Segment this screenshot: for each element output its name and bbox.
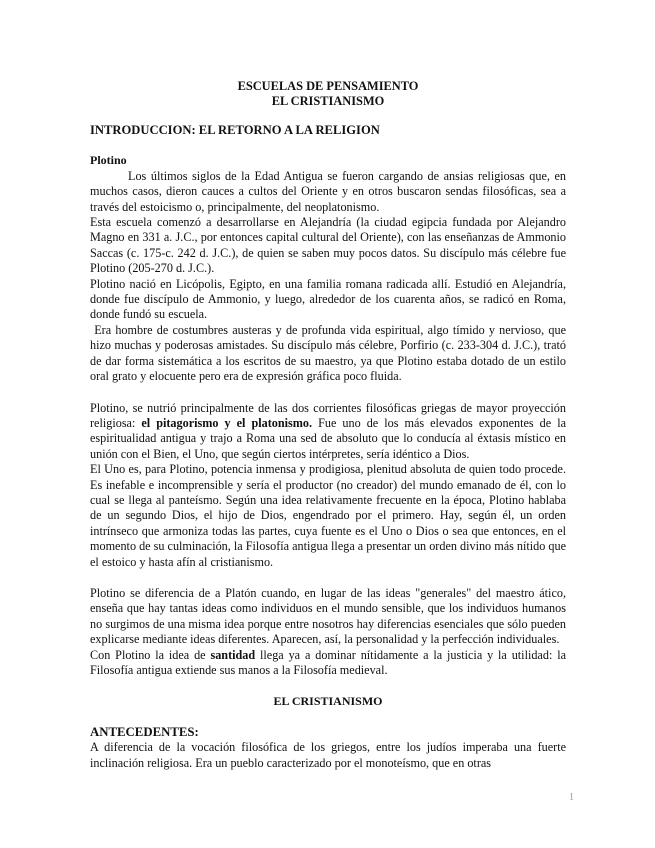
paragraph-4: Era hombre de costumbres austeras y de profunda vida espiritual, algo tímido y nervioso, que hizo muchas y poderosas amistades. Su discípulo más célebre, Porfirio (c. 233-304 d. J.C.), trató de dar forma sistemática a los escritos de su maestro, ya que Plotino estaba dotado de un estilo oral grato y elocuente pero era de expresión gráfica poco fluida. <box>90 322 570 384</box>
paragraph-5-bold: el pitagorismo y el platonismo. <box>141 415 313 430</box>
spacer <box>90 678 566 694</box>
spacer <box>90 570 566 586</box>
cristianismo-heading: EL CRISTIANISMO <box>273 694 383 709</box>
spacer <box>90 108 566 123</box>
paragraph-7: Plotino se diferencia de a Platón cuando, en lugar de las ideas "generales" del maestro ático, enseña que hay tantas ideas como individuos en el mundo sensible, que los individuos humanos no surgimos de una misma idea porque entre nosotros hay diferencias esenciales que sólo pueden explicarse mediante ideas diferentes. Aparecen, así, la personalidad y la perfección individuales. <box>90 585 566 647</box>
paragraph-8-text-b: llega ya a dominar nítidamente a la justicia y la utilidad: la Filosofía antigua extiende sus manos a la Filosofía medieval. <box>90 647 566 677</box>
intro-heading: INTRODUCCION: EL RETORNO A LA RELIGION <box>90 123 380 137</box>
paragraph-5 <box>90 401 566 463</box>
paragraph-2: Esta escuela comenzó a desarrollarse en Alejandría (la ciudad egipcia fundada por Alejandro Magno en 331 a. J.C., por entonces capital cultural del Oriente), con las enseñanzas de Ammonio Saccas (c. 175-c. 242 d. J.C.), de quien se saben muy pocos datos. Su discípulo más célebre fue Plotino (205-270 d. J.C.). <box>90 215 566 276</box>
spacer <box>90 710 566 725</box>
paragraph-8-bold: santidad <box>210 647 256 662</box>
page-number: 1 <box>569 792 574 803</box>
document-subtitle: EL CRISTIANISMO <box>271 93 385 108</box>
paragraph-8-text-a: Con Plotino la idea de <box>90 647 211 662</box>
document-body <box>90 79 570 771</box>
document-title: ESCUELAS DE PENSAMIENTO <box>237 79 419 93</box>
paragraph-5-text-b: Fue uno de los más elevados exponentes de la espiritualidad antigua y trajo a Roma una sed de absoluto que lo conducía al éxtasis místico en unión con el Bien, el Uno, que según ciertos intérpretes, sería idéntico a Dios. <box>90 415 566 461</box>
paragraph-8 <box>90 648 566 679</box>
spacer <box>90 385 566 401</box>
antecedentes-heading: ANTECEDENTES: <box>90 724 199 739</box>
paragraph-3: Plotino nació en Licópolis, Egipto, en una familia romana radicada allí. Estudió en Alejandría, donde fue discípulo de Ammonio, y luego, alrededor de los cuarenta años, se radicó en Roma, donde fundó su escuela. <box>90 276 566 322</box>
spacer <box>90 138 566 153</box>
plotino-heading: Plotino <box>90 153 127 168</box>
paragraph-9: A diferencia de la vocación filosófica de los griegos, entre los judíos imperaba una fuerte inclinación religiosa. Era un pueblo caracterizado por el monoteísmo, que en otras <box>90 740 566 770</box>
paragraph-5-text-a: Plotino, se nutrió principalmente de las dos corrientes filosóficas griegas de mayor proyección religiosa: <box>90 400 566 430</box>
paragraph-6: El Uno es, para Plotino, potencia inmensa y prodigiosa, plenitud absoluta de quien todo procede. Es inefable e incomprensible y sería el productor (no creador) del mundo emanado de él, con lo cual se llega al panteísmo. Según una idea relativamente frecuente en la época, Plotino hablaba de un segundo Dios, el hijo de Dios, engendrado por el primero. Hay, según él, un orden intrínseco que armoniza todas las partes, cuya fuente es el Uno o Dios o sea que entonces, en el momento de su culminación, la Filosofía antigua llega a presentar un orden divino más nítido que el estoico y hasta afín al cristianismo. <box>90 462 566 569</box>
paragraph-1: Los últimos siglos de la Edad Antigua se fueron cargando de ansias religiosas que, en muchos casos, dieron cauces a cultos del Oriente y en otros buscaron sendas filosóficas, sea a través del estoicismo o, principalmente, del neoplatonismo. <box>90 168 566 214</box>
